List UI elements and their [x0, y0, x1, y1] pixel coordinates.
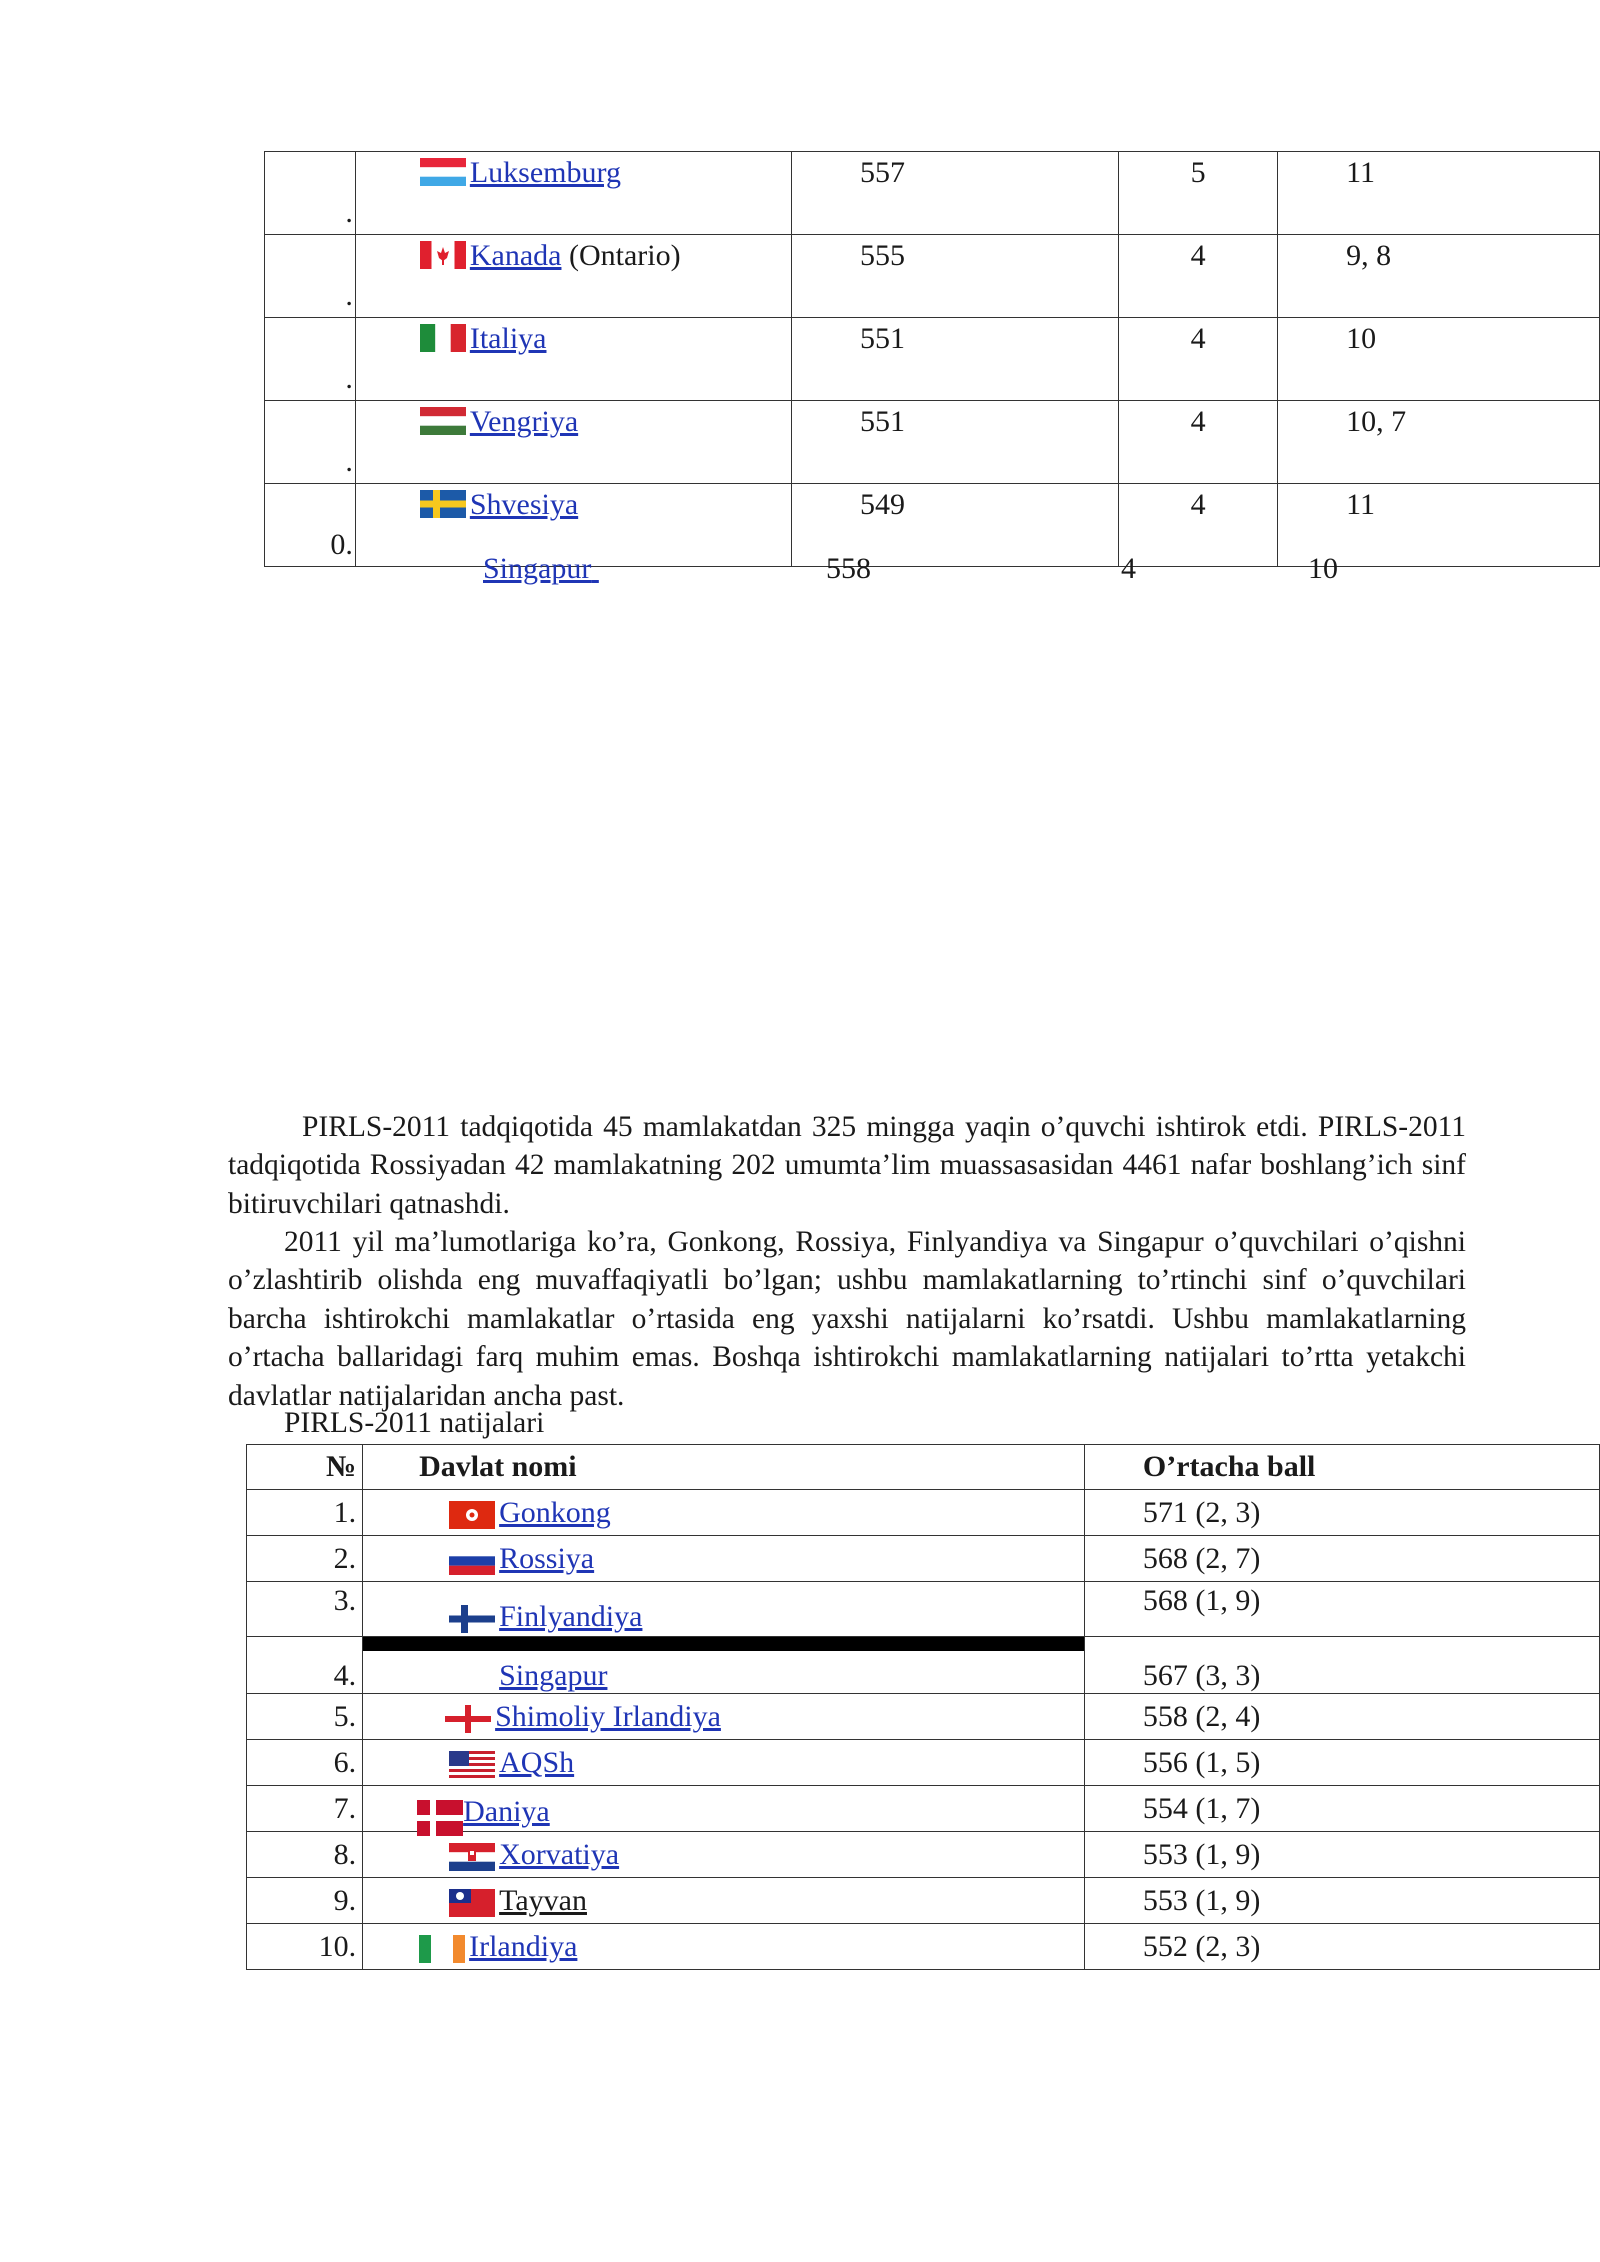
row-number: 4.	[247, 1637, 363, 1694]
table-row	[247, 1786, 1600, 1832]
hungary-flag-icon	[420, 407, 466, 435]
table-row	[247, 1637, 1600, 1694]
table-row	[247, 1878, 1600, 1924]
table-row	[265, 152, 1600, 235]
country-link[interactable]: Xorvatiya	[499, 1837, 620, 1871]
score-cell: 568 (1, 9)	[1084, 1582, 1599, 1637]
black-separator-bar	[363, 1637, 1084, 1651]
score-cell: 553 (1, 9)	[1084, 1832, 1599, 1878]
value-cell: 10	[1308, 552, 1338, 585]
value-cell: 4	[1119, 318, 1278, 401]
taiwan-flag-icon	[449, 1889, 495, 1917]
country-link[interactable]: Italiya	[469, 322, 547, 355]
score-cell: 567 (3, 3)	[1084, 1637, 1599, 1694]
country-link[interactable]: Vengriya	[469, 405, 579, 438]
score-cell: 552 (2, 3)	[1084, 1924, 1599, 1970]
country-link[interactable]: Finlyandiya	[499, 1600, 643, 1633]
table-row	[265, 318, 1600, 401]
link-underline-filler	[591, 552, 817, 586]
row-number: 6.	[247, 1740, 363, 1786]
row-number: 2.	[247, 1536, 363, 1582]
italy-flag-icon	[420, 324, 466, 352]
score-cell: 551	[792, 401, 1119, 484]
sweden-flag-icon	[420, 490, 466, 518]
country-link[interactable]: Singapur	[499, 1659, 608, 1692]
value-cell: 4	[1119, 484, 1278, 567]
value-cell: 4	[1119, 235, 1278, 318]
country-link[interactable]: Irlandiya	[469, 1929, 578, 1963]
row-number: 10.	[247, 1924, 363, 1970]
denmark-flag-icon	[417, 1800, 463, 1828]
value-cell: 9, 8	[1278, 235, 1600, 318]
luxembourg-flag-icon	[420, 158, 466, 186]
table-row	[247, 1582, 1600, 1637]
country-name: Tayvan	[499, 1883, 587, 1917]
table-row	[247, 1694, 1600, 1740]
score-cell: 553 (1, 9)	[1084, 1878, 1599, 1924]
value-cell: 10	[1278, 318, 1600, 401]
country-link[interactable]: Rossiya	[499, 1541, 595, 1575]
score-cell: 551	[792, 318, 1119, 401]
canada-flag-icon	[420, 241, 466, 269]
value-cell: 4	[1119, 401, 1278, 484]
table-row	[247, 1740, 1600, 1786]
table-row	[247, 1832, 1600, 1878]
value-cell: 11	[1278, 484, 1600, 567]
row-number: .	[265, 235, 356, 318]
score-cell: 557	[792, 152, 1119, 235]
table-header-row	[247, 1445, 1600, 1490]
country-link[interactable]: Gonkong	[499, 1495, 611, 1529]
header-country: Davlat nomi	[363, 1445, 1085, 1490]
score-cell: 558	[826, 552, 871, 585]
paragraph: 2011 yil ma’lumotlariga ko’ra, Gonkong, Rossiya, Finlyandiya va Singapur o’quvchilari o’qishni o’zlashtirib olishda eng muvaffaqiyatli bo’lgan; ushbu mamlakatlarning to’rtinchi sinf o’quvchilari barcha ishtirokchi mamlakatlar o’rtasida eng yaxshi natijalarni ko’rsatdi. Ushbu mamlakatlarning o’rtacha ballaridagi farq muhim emas. Boshqa ishtirokchi mamlakatlarning natijalari to’rtta yetakchi davlatlar natijalaridan ancha past.	[228, 1225, 1466, 1412]
table-row	[247, 1490, 1600, 1536]
row-number: 8.	[247, 1832, 363, 1878]
hong-kong-flag-icon	[449, 1501, 495, 1529]
value-cell: 11	[1278, 152, 1600, 235]
row-number: 3.	[247, 1582, 363, 1637]
country-link[interactable]: Daniya	[463, 1795, 550, 1829]
score-cell: 555	[792, 235, 1119, 318]
country-link[interactable]: AQSh	[499, 1745, 575, 1779]
country-link[interactable]: Kanada	[469, 239, 562, 272]
finland-flag-icon	[449, 1605, 495, 1633]
score-cell: 549	[792, 484, 1119, 567]
row-number: 9.	[247, 1878, 363, 1924]
row-number: 5.	[247, 1694, 363, 1740]
value-cell: 4	[1121, 552, 1136, 585]
row-number: 1.	[247, 1490, 363, 1536]
row-number: 0.	[265, 484, 356, 567]
score-cell: 554 (1, 7)	[1084, 1786, 1599, 1832]
country-link[interactable]: Shimoliy Irlandiya	[495, 1699, 721, 1733]
score-cell: 556 (1, 5)	[1084, 1740, 1599, 1786]
table-row	[247, 1536, 1600, 1582]
header-number: №	[247, 1445, 363, 1490]
russia-flag-icon	[449, 1547, 495, 1575]
table-row	[265, 401, 1600, 484]
value-cell: 10, 7	[1278, 401, 1600, 484]
results-table	[246, 1444, 1600, 1970]
header-score: O’rtacha ball	[1084, 1445, 1599, 1490]
country-link[interactable]: Shvesiya	[469, 488, 579, 521]
table-caption: PIRLS-2011 natijalari	[284, 1407, 545, 1439]
croatia-flag-icon	[449, 1843, 495, 1871]
score-cell: 568 (2, 7)	[1084, 1536, 1599, 1582]
row-number: .	[265, 401, 356, 484]
score-cell: 558 (2, 4)	[1084, 1694, 1599, 1740]
country-link[interactable]: Luksemburg	[469, 156, 621, 189]
row-number: .	[265, 152, 356, 235]
table-row: . Kanada (Ontario) 555 4 9, 8	[265, 235, 1600, 318]
northern-ireland-flag-icon	[445, 1705, 491, 1733]
score-cell: 571 (2, 3)	[1084, 1490, 1599, 1536]
table-row	[247, 1924, 1600, 1970]
row-number: .	[265, 318, 356, 401]
usa-flag-icon	[449, 1751, 495, 1779]
top-ranking-table	[264, 151, 1600, 567]
value-cell: 5	[1119, 152, 1278, 235]
country-link[interactable]: Singapur	[483, 552, 592, 585]
ireland-flag-icon	[419, 1935, 465, 1963]
row-number: 7.	[247, 1786, 363, 1832]
paragraph: PIRLS-2011 tadqiqotida 45 mamlakatdan 325 mingga yaqin o’quvchi ishtirok etdi. PIRLS-2011 tadqiqotida Rossiyadan 42 mamlakatning 202 umumta’lim muassasasidan 4461 nafar boshlang’ich sinf bitiruvchilari qatnashdi.	[228, 1110, 1466, 1220]
table-row	[265, 484, 1600, 567]
